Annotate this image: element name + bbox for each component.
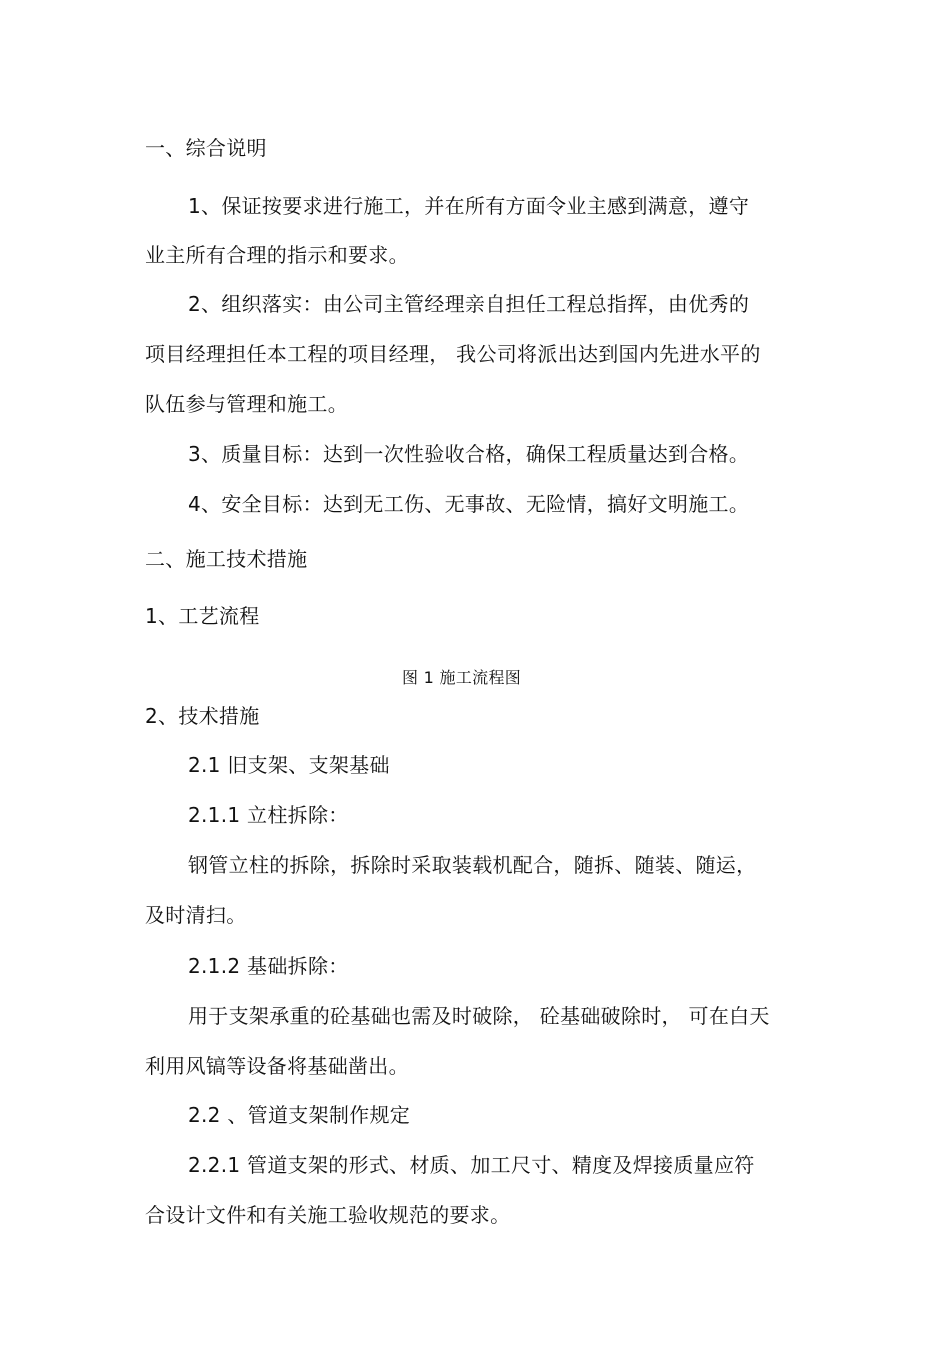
subsection-heading: 2.1.2 基础拆除：: [188, 954, 349, 978]
figure-caption: 图 1 施工流程图: [402, 668, 522, 687]
subsection-heading: 2.1 旧支架、支架基础: [188, 753, 390, 777]
paragraph-line: 2.2.1 管道支架的形式、材质、加工尺寸、精度及焊接质量应符: [188, 1153, 755, 1177]
subsection-heading: 2.1.1 立柱拆除：: [188, 803, 349, 827]
paragraph-line: 及时清扫。: [145, 903, 247, 927]
paragraph-line: 4、安全目标：达到无工伤、无事故、无险情，搞好文明施工。: [188, 492, 750, 516]
paragraph-line: 钢管立柱的拆除，拆除时采取装载机配合，随拆、随装、随运，: [188, 853, 757, 877]
paragraph-line: 1、保证按要求进行施工，并在所有方面令业主感到满意，遵守: [188, 194, 750, 218]
paragraph-line: 业主所有合理的指示和要求。: [145, 243, 409, 267]
subsection-heading: 1、工艺流程: [145, 604, 260, 628]
subsection-heading: 2、技术措施: [145, 704, 260, 728]
paragraph-line: 利用风镐等设备将基础凿出。: [145, 1054, 409, 1078]
section-heading-1: 一、综合说明: [145, 136, 267, 160]
paragraph-line: 队伍参与管理和施工。: [145, 392, 348, 416]
paragraph-line: 合设计文件和有关施工验收规范的要求。: [145, 1203, 511, 1227]
paragraph-line: 3、质量目标：达到一次性验收合格，确保工程质量达到合格。: [188, 442, 750, 466]
paragraph-line: 2、组织落实：由公司主管经理亲自担任工程总指挥，由优秀的: [188, 292, 750, 316]
paragraph-line: 用于支架承重的砼基础也需及时破除， 砼基础破除时， 可在白天: [188, 1004, 770, 1028]
paragraph-line: 项目经理担任本工程的项目经理， 我公司将派出达到国内先进水平的: [145, 342, 761, 366]
section-heading-2: 二、施工技术措施: [145, 547, 308, 571]
subsection-heading: 2.2 、管道支架制作规定: [188, 1103, 411, 1127]
